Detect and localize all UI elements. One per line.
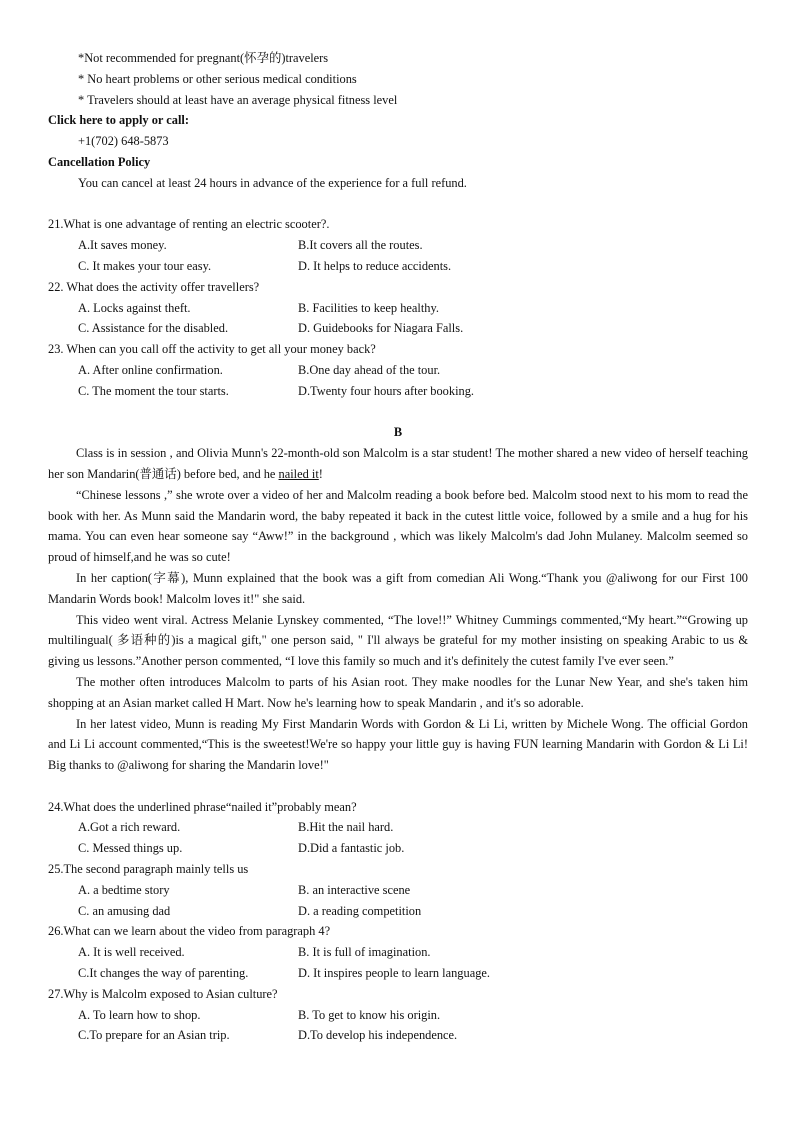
option-a: A. a bedtime story	[78, 882, 170, 897]
option-a: A. Locks against theft.	[78, 300, 191, 315]
option-a: A.Got a rich reward.	[78, 820, 181, 835]
option-c: C.To prepare for an Asian trip.	[78, 1028, 230, 1043]
requirement-item: * Travelers should at least have an average physical fitness level	[78, 92, 398, 107]
question-stem: 23. When can you call off the activity to get all your money back?	[48, 342, 376, 357]
option-d: D. It inspires people to learn language.	[298, 966, 490, 981]
option-a: A. To learn how to shop.	[78, 1007, 201, 1022]
section-label: B	[393, 425, 403, 440]
option-b: B. Facilities to keep healthy.	[298, 300, 439, 315]
question-stem: 21.What is one advantage of renting an electric scooter?.	[48, 217, 330, 232]
question-block	[48, 921, 748, 983]
option-d: D.Did a fantastic job.	[298, 841, 405, 856]
option-a: A.It saves money.	[78, 238, 167, 253]
question-stem: 24.What does the underlined phrase“nailed it”probably mean?	[48, 799, 357, 814]
cancellation-text: You can cancel at least 24 hours in advance of the experience for a full refund.	[78, 175, 467, 190]
option-d: D.To develop his independence.	[298, 1028, 458, 1043]
question-stem: 26.What can we learn about the video from paragraph 4?	[48, 924, 331, 939]
passage-paragraph-3: In her caption(字幕), Munn explained that the book was a gift from comedian Ali Wong.“Thank you @aliwong for our First 100 Mandarin Words book! Malcolm loves it!" she said.	[48, 570, 748, 606]
option-c: C. The moment the tour starts.	[78, 383, 229, 398]
paragraph-text: Class is in session , and Olivia Munn's 22-month-old son Malcolm is a star student! The mother shared a new video of herself teaching her son Mandarin(普通话) before bed, and he	[48, 446, 748, 481]
cancellation-heading: Cancellation Policy	[48, 154, 151, 169]
question-stem: 27.Why is Malcolm exposed to Asian culture?	[48, 986, 278, 1001]
option-b: B. an interactive scene	[298, 882, 411, 897]
option-c: C. Assistance for the disabled.	[78, 321, 229, 336]
passage-paragraph-2: “Chinese lessons ,” she wrote over a video of her and Malcolm reading a book before bed. Malcolm stood next to his mom to read the book with her. As Munn said the Mandarin word, the baby repeated it back in the cutest little voice, followed by a smile and a hug for his mama. You can even hear someone say “Aww!” in the background , which was likely Malcolm's dad John Mulaney. Malcolm seemed so proud of himself,and he was so cute!	[48, 487, 748, 565]
question-block	[48, 339, 748, 401]
option-c: C. an amusing dad	[78, 903, 171, 918]
question-block	[48, 277, 748, 339]
option-c: C. Messed things up.	[78, 841, 183, 856]
question-block	[48, 797, 748, 859]
question-stem: 22. What does the activity offer travellers?	[48, 279, 260, 294]
question-block	[48, 859, 748, 921]
option-b: B. To get to know his origin.	[298, 1007, 441, 1022]
option-b: B.One day ahead of the tour.	[298, 362, 441, 377]
option-d: D.Twenty four hours after booking.	[298, 383, 475, 398]
requirement-item: *Not recommended for pregnant(怀孕的)travelers	[78, 51, 329, 65]
passage-paragraph-1	[48, 443, 748, 485]
underlined-phrase: nailed it	[278, 466, 319, 481]
passage-paragraph-4: This video went viral. Actress Melanie Lynskey commented, “The love!!” Whitney Cummings commented,“My heart.”“Growing up multilingual( 多语种的)is a magical gift," one person said, " I'll always be grateful for my mother insisting on speaking Arabic to us & giving us lessons.”Another person commented, “I love this family so much and it's definitely the cutest family I've ever seen.”	[48, 612, 748, 669]
requirement-item: * No heart problems or other serious medical conditions	[78, 71, 357, 86]
apply-heading[interactable]: Click here to apply or call:	[48, 113, 189, 128]
option-d: D. a reading competition	[298, 903, 422, 918]
option-b: B.It covers all the routes.	[298, 238, 423, 253]
option-b: B. It is full of imagination.	[298, 945, 431, 960]
option-d: D. Guidebooks for Niagara Falls.	[298, 321, 464, 336]
option-c: C. It makes your tour easy.	[78, 258, 212, 273]
document-page	[48, 48, 748, 1046]
option-b: B.Hit the nail hard.	[298, 820, 394, 835]
question-stem: 25.The second paragraph mainly tells us	[48, 862, 249, 877]
option-a: A. After online confirmation.	[78, 362, 223, 377]
question-block	[48, 214, 748, 276]
passage-paragraph-5: The mother often introduces Malcolm to parts of his Asian root. They make noodles for the Lunar New Year, and she's taken him shopping at an Asian market called H Mart. Now he's learning how to speak Mandarin , and it's so adorable.	[48, 674, 748, 710]
paragraph-text: !	[318, 466, 323, 481]
option-a: A. It is well received.	[78, 945, 185, 960]
option-c: C.It changes the way of parenting.	[78, 966, 249, 981]
phone-number: +1(702) 648-5873	[78, 134, 169, 149]
option-d: D. It helps to reduce accidents.	[298, 258, 452, 273]
question-block	[48, 984, 748, 1046]
passage-paragraph-6: In her latest video, Munn is reading My First Mandarin Words with Gordon & Li Li, written by Michele Wong. The official Gordon and Li Li account commented,“This is the sweetest!We're so happy your little guy is having FUN learning Mandarin with Gordon & Li Li! Big thanks to @aliwong for sharing the Mandarin love!"	[48, 716, 748, 773]
